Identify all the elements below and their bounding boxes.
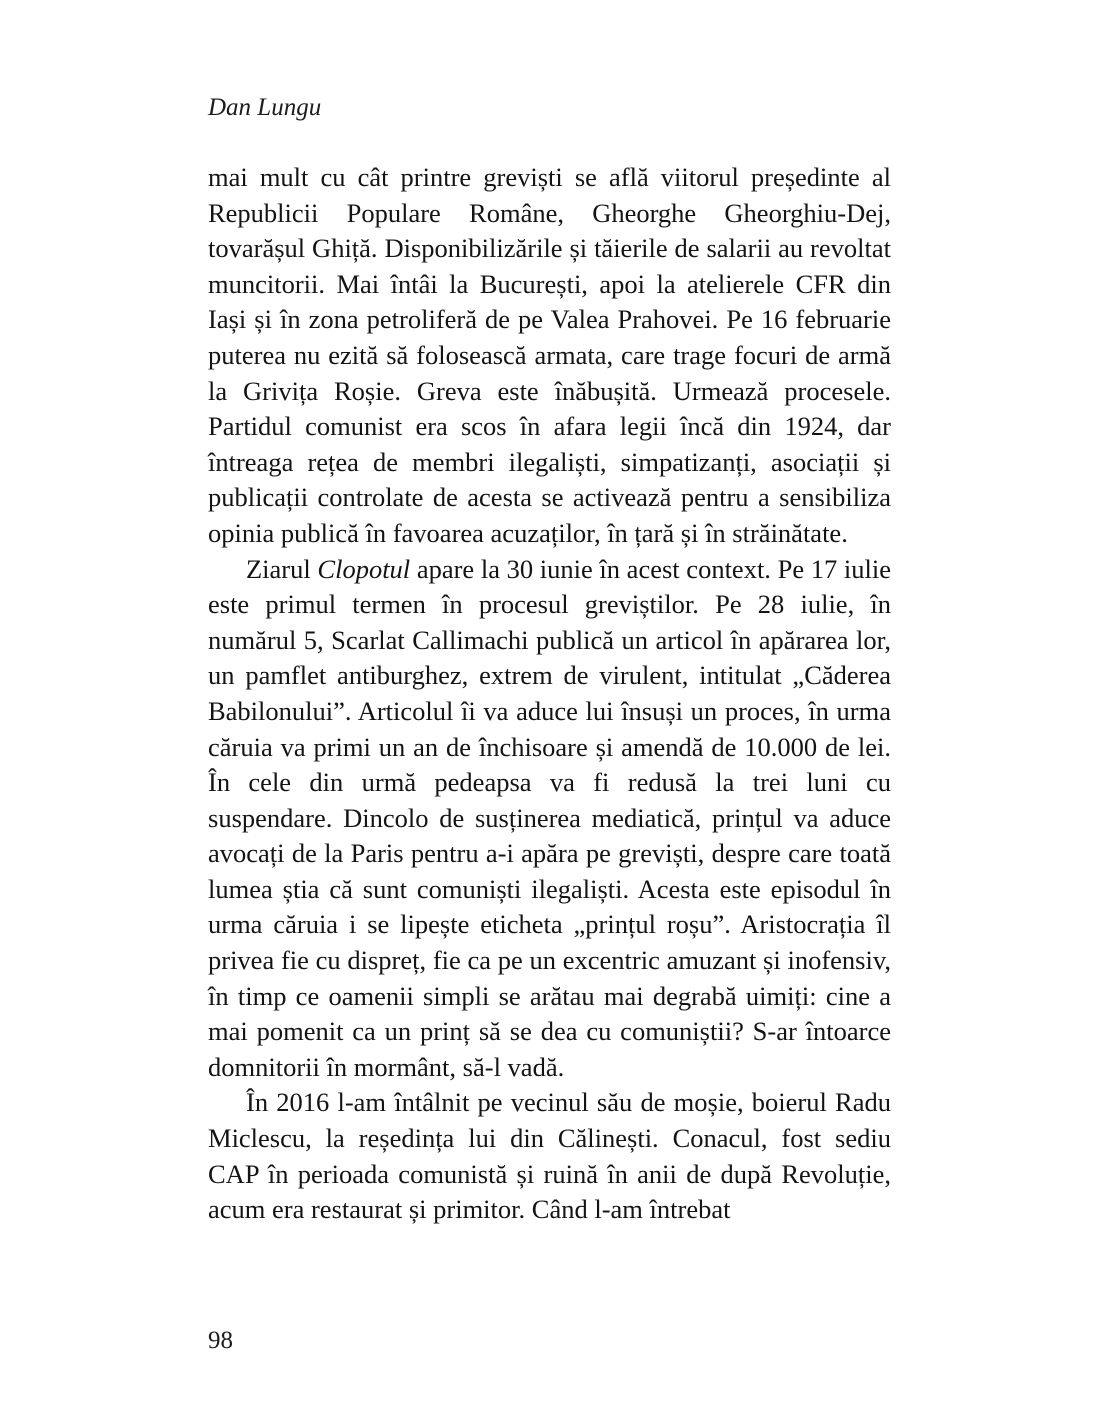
paragraph-text-run: Ziarul — [246, 553, 318, 584]
running-header-author: Dan Lungu — [208, 94, 322, 121]
page-number: 98 — [208, 1327, 233, 1354]
page-body-text — [208, 160, 891, 1228]
paragraph-text-run: În 2016 l-am întâlnit pe vecinul său de moșie, boierul Radu Miclescu, la reședința lui din Călinești. Conacul, fost sediu CAP în perioada comunistă și ruină în anii de după Revoluție, acum era restaurat și primitor. Când l-am întrebat — [208, 1087, 891, 1225]
paragraph-text-run: mai mult cu cât printre greviști se află viitorul președinte al Republicii Populare Române, Gheorghe Gheorghiu-Dej, tovarășul Ghiță. Disponibilizările și tăierile de salarii au revoltat muncitorii. Mai întâi la București, apoi la atelierele CFR din Iași și în zona petroliferă de pe Valea Prahovei. Pe 16 februarie puterea nu ezită să folosească armata, care trage focuri de armă la Grivița Roșie. Greva este înăbușită. Urmează procesele. Partidul comunist era scos în afara legii încă din 1924, dar întreaga rețea de membri ilegaliști, simpatizanți, asociații și publicații controlate de acesta se activează pentru a sensibiliza opinia publică în favoarea acuzaților, în țară și în străinătate. — [208, 162, 891, 548]
paragraph-text-run: apare la 30 iunie în acest context. Pe 17 iulie este primul termen în procesul greviștilor. Pe 28 iulie, în numărul 5, Scarlat Callimachi publică un articol în apărarea lor, un pamflet antiburghez, extrem de virulent, intitulat „Căderea Babilonului”. Articolul îi va aduce lui însuși un proces, în urma căruia va primi un an de închisoare și amendă de 10.000 de lei. În cele din urmă pedeapsa va fi redusă la trei luni cu suspendare. Dincolo de susținerea mediatică, prințul va aduce avocați de la Paris pentru a-i apăra pe greviști, despre care toată lumea știa că sunt comuniști ilegaliști. Acesta este episodul în urma căruia i se lipește eticheta „prințul roșu”. Aristocrația îl privea fie cu dispreț, fie ca pe un excentric amuzant și inofensiv, în timp ce oamenii simpli se arătau mai degrabă uimiți: cine a mai pomenit ca un prinț să se dea cu comuniștii? S-ar întoarce domnitorii în mormânt, să-l vadă. — [208, 553, 891, 1082]
newspaper-title-italic: Clopotul — [317, 553, 411, 584]
paragraph — [208, 552, 891, 1086]
paragraph — [208, 1085, 891, 1227]
paragraph — [208, 160, 891, 552]
